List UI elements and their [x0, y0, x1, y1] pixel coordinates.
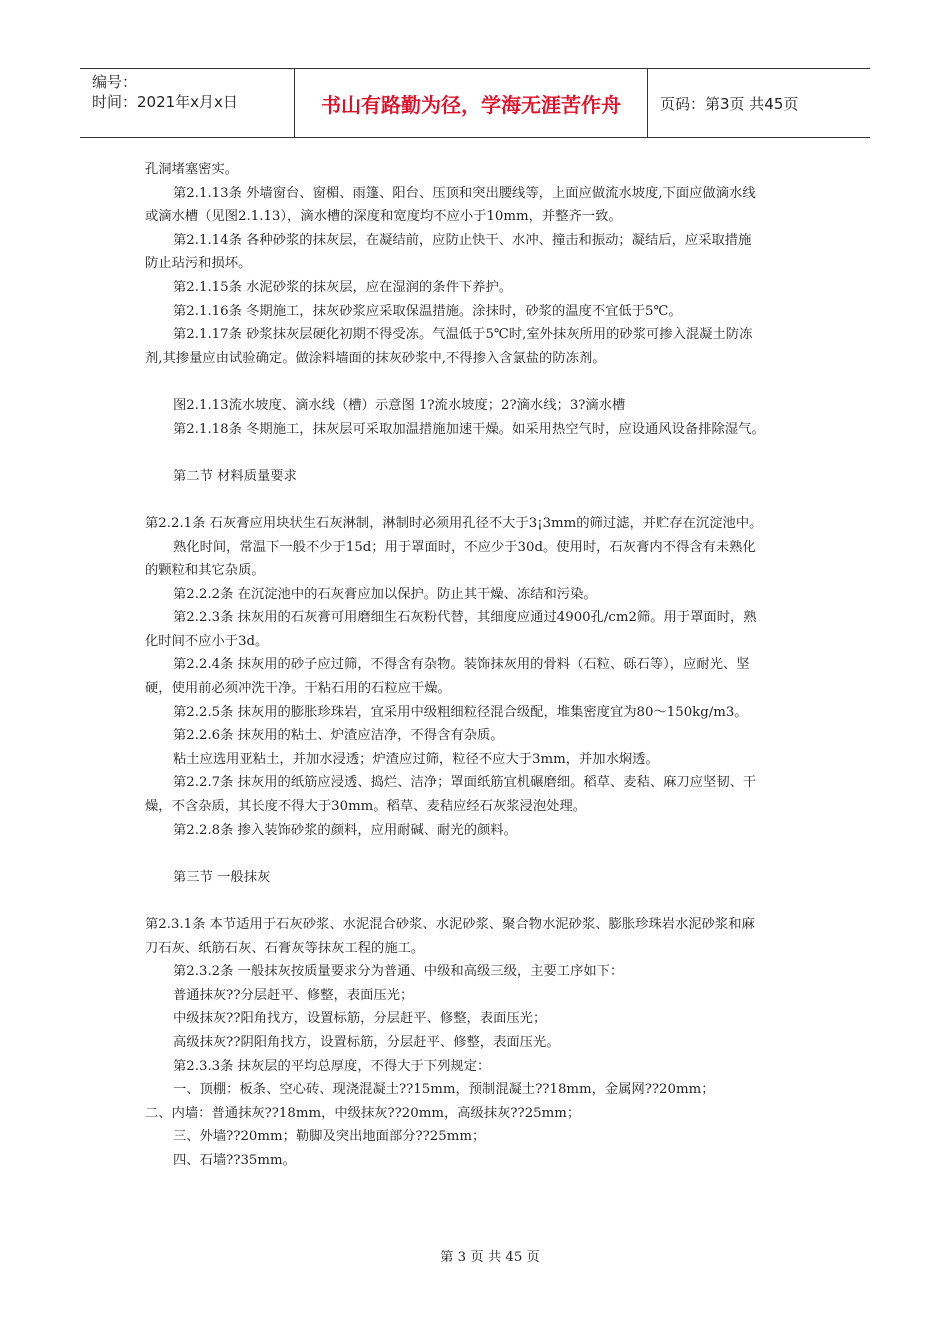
body-line: 图2.1.13流水坡度、滴水线（槽）示意图 1?流水坡度；2?滴水线；3?滴水槽 — [173, 397, 626, 413]
page-header — [80, 68, 870, 138]
body-line: 第三节 一般抹灰 — [173, 869, 271, 885]
body-line: 三、外墙??20mm；勒脚及突出地面部分??25mm； — [173, 1129, 486, 1145]
body-line: 熟化时间，常温下一般不少于15d；用于罩面时，不应少于30d。使用时，石灰膏内不得含有未熟化 — [173, 539, 756, 555]
body-line: 燥，不含杂质，其长度不得大于30mm。稻草、麦秸应经石灰浆浸泡处理。 — [145, 799, 587, 815]
body-line: 四、石墙??35mm。 — [173, 1152, 296, 1168]
body-line: 第2.2.1条 石灰膏应用块状生石灰淋制，淋制时必须用孔径不大于3¡3mm的筛过滤，并贮存在沉淀池中。 — [145, 515, 763, 531]
body-line: 第2.2.6条 抹灰用的粘土、炉渣应洁净，不得含有杂质。 — [173, 728, 504, 744]
body-line: 中级抹灰??阳角找方，设置标筋，分层赶平、修整，表面压光； — [173, 1011, 547, 1027]
page-footer: 第 3 页 共 45 页 — [440, 1250, 540, 1265]
body-line: 第2.1.15条 水泥砂浆的抹灰层，应在湿润的条件下养护。 — [173, 279, 513, 295]
blank-line — [145, 842, 811, 866]
body-line: 第2.1.18条 冬期施工，抹灰层可采取加温措施加速干燥。如采用热空气时，应设通风设备排除湿气。 — [173, 421, 765, 437]
body-line: 粘土应选用亚粘土，并加水浸透；炉渣应过筛，粒径不应大于3mm，并加水焖透。 — [173, 751, 659, 767]
blank-line — [145, 370, 811, 394]
body-line: 第2.3.3条 抹灰层的平均总厚度，不得大于下列规定： — [173, 1058, 491, 1074]
body-line: 普通抹灰??分层赶平、修整，表面压光； — [173, 987, 414, 1003]
body-line: 第2.3.1条 本节适用于石灰砂浆、水泥混合砂浆、水泥砂浆、聚合物水泥砂浆、膨胀珍珠岩水泥砂浆和麻 — [145, 917, 755, 932]
blank-line — [145, 441, 811, 465]
header-page-number: 页码：第3页 共45页 — [660, 94, 799, 113]
body-line: 第2.2.8条 掺入装饰砂浆的颜料，应用耐碱、耐光的颜料。 — [173, 822, 517, 838]
body-line: 或滴水槽（见图2.1.13），滴水槽的深度和宽度均不应小于10mm，并整齐一致。 — [145, 209, 622, 225]
body-line: 第2.1.14条 各种砂浆的抹灰层，在凝结前，应防止快干、水冲、撞击和振动；凝结后，应采取措施 — [173, 232, 752, 248]
body-line: 第2.2.5条 抹灰用的膨胀珍珠岩，宜采用中级粗细粒径混合级配，堆集密度宜为80～150kg/m3。 — [173, 704, 748, 720]
body-line: 一、顶棚：板条、空心砖、现浇混凝土??15mm，预制混凝土??18mm，金属网??20mm； — [173, 1082, 715, 1098]
header-meta — [80, 69, 295, 137]
blank-line — [145, 889, 811, 913]
body-line: 孔洞堵塞密实。 — [145, 162, 239, 177]
blank-line — [145, 488, 811, 512]
body-line: 第2.2.3条 抹灰用的石灰膏可用磨细生石灰粉代替，其细度应通过4900孔/cm2筛。用于罩面时，熟 — [173, 610, 757, 626]
body-line: 第2.1.17条 砂浆抹灰层硬化初期不得受冻。气温低于5℃时,室外抹灰所用的砂浆可掺入混凝土防冻 — [173, 327, 753, 343]
body-line: 防止玷污和损坏。 — [145, 256, 252, 272]
body-line: 化时间不应小于3d。 — [145, 633, 269, 649]
body-line: 第二节 材料质量要求 — [173, 468, 297, 484]
body-line: 剂,其掺量应由试验确定。做涂料墙面的抹灰砂浆中,不得掺入含氯盐的防冻剂。 — [145, 350, 606, 366]
document-date: 时间：2021年x月x日 — [92, 93, 238, 111]
body-line: 第2.1.16条 冬期施工，抹灰砂浆应采取保温措施。涂抹时，砂浆的温度不宜低于5℃。 — [173, 303, 682, 319]
header-motto: 书山有路勤为径，学海无涯苦作舟 — [295, 69, 648, 137]
body-line: 第2.3.2条 一般抹灰按质量要求分为普通、中级和高级三级，主要工序如下： — [173, 964, 624, 980]
document-number: 编号： — [92, 73, 138, 91]
body-line: 的颗粒和其它杂质。 — [145, 563, 265, 579]
body-line: 硬，使用前必须冲洗干净。干粘石用的石粒应干燥。 — [145, 681, 451, 697]
body-line: 第2.2.4条 抹灰用的砂子应过筛，不得含有杂物。装饰抹灰用的骨料（石粒、砾石等），应耐光、坚 — [173, 657, 750, 673]
body-line: 第2.2.2条 在沉淀池中的石灰膏应加以保护。防止其干燥、冻结和污染。 — [173, 586, 597, 602]
body-line: 第2.2.7条 抹灰用的纸筋应浸透、捣烂、洁净；罩面纸筋宜机碾磨细。稻草、麦秸、麻刀应坚韧、干 — [173, 775, 757, 791]
document-body — [145, 158, 811, 1173]
body-line: 刀石灰、纸筋石灰、石膏灰等抹灰工程的施工。 — [145, 940, 425, 956]
body-line: 第2.1.13条 外墙窗台、窗楣、雨篷、阳台、压顶和突出腰线等，上面应做流水坡度,下面应做滴水线 — [173, 185, 756, 201]
body-line: 二、内墙：普通抹灰??18mm，中级抹灰??20mm，高级抹灰??25mm； — [145, 1105, 581, 1121]
body-line: 高级抹灰??阴阳角找方，设置标筋，分层赶平、修整，表面压光。 — [173, 1034, 560, 1050]
